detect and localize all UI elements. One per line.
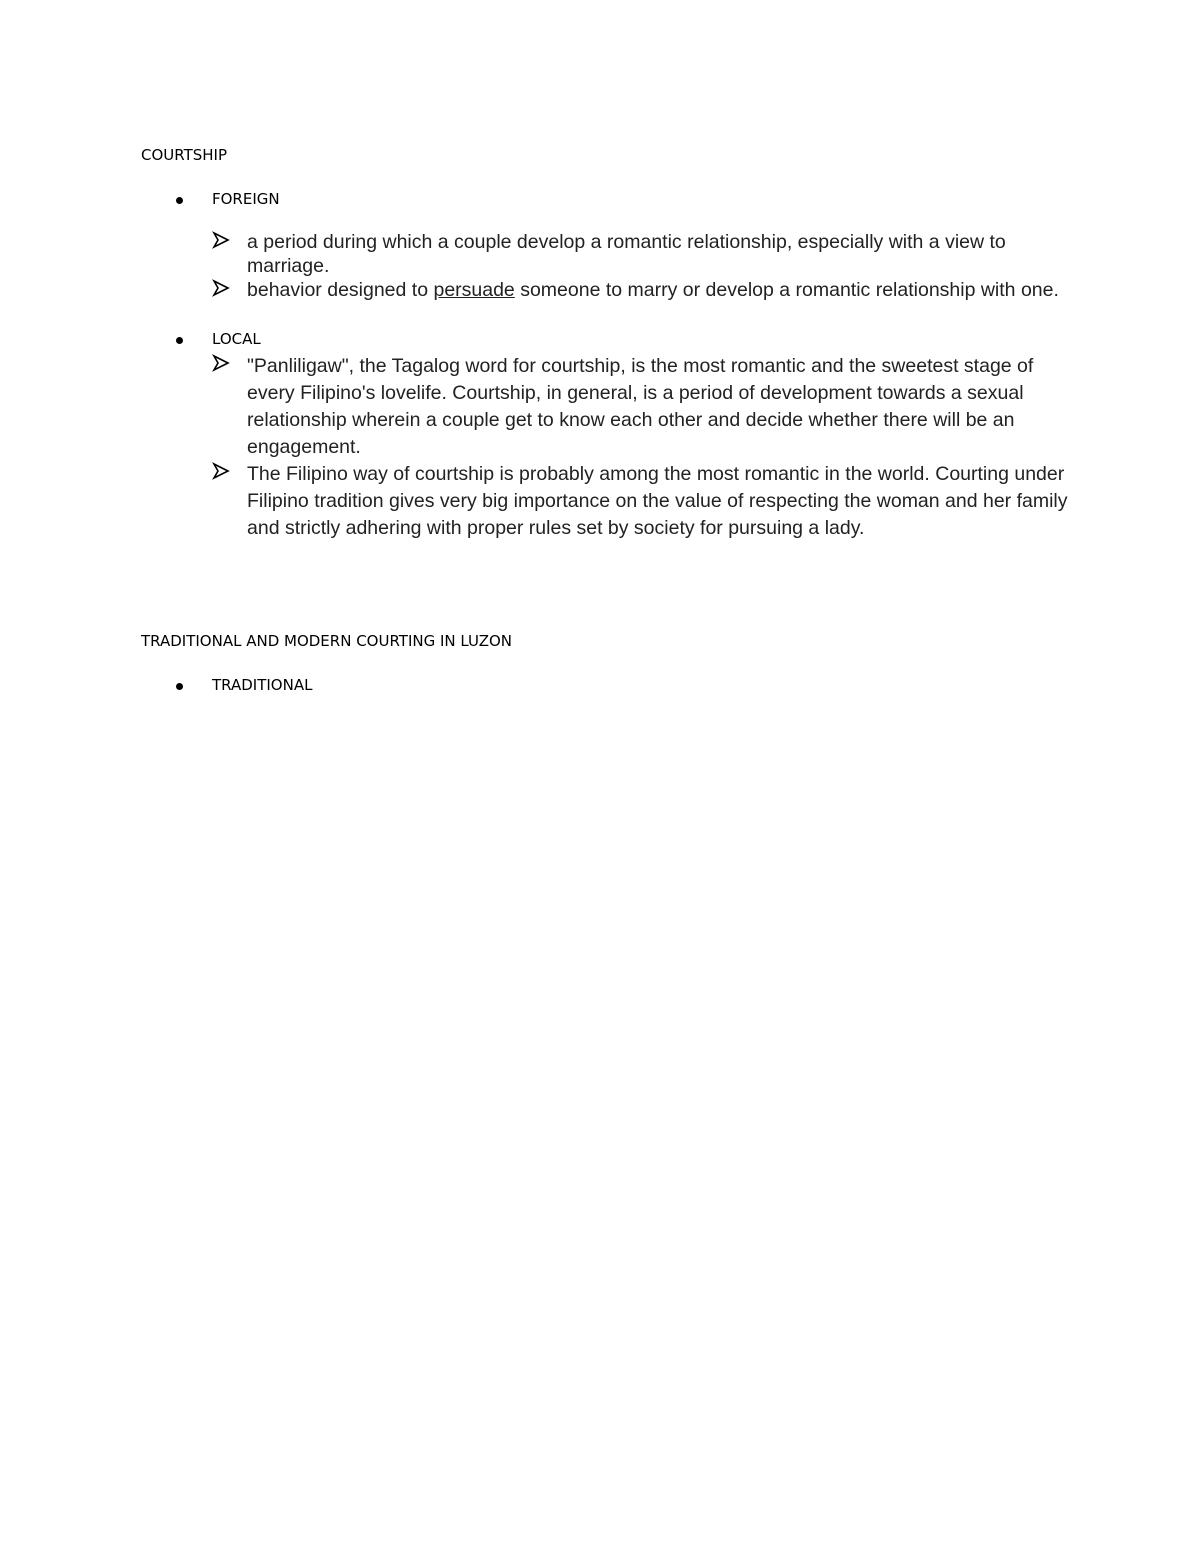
sub-item-text-after: someone to marry or develop a romantic relationship with one. — [514, 279, 1059, 301]
arrowhead-bullet-icon — [212, 279, 230, 297]
sub-item-foreign-1 — [212, 230, 1072, 278]
arrowhead-bullet-icon — [212, 231, 230, 249]
bullet-label: LOCAL — [212, 330, 261, 348]
persuade-link[interactable]: persuade — [433, 279, 515, 301]
sub-item-local-1 — [212, 353, 1072, 461]
sub-item-text-before: behavior designed to — [247, 279, 434, 301]
section-heading-courtship: COURTSHIP — [141, 146, 228, 164]
sub-item-text: The Filipino way of courtship is probably among the most romantic in the world. Courting under Filipino tradition gives very big importance on the value of respecting the woman and her family and strictly adhering with proper rules set by society for pursuing a lady. — [247, 463, 1068, 539]
sub-item-text: a period during which a couple develop a romantic relationship, especially with a view to marriage. — [247, 231, 1006, 277]
sub-item-local-2 — [212, 461, 1072, 542]
bullet-label: TRADITIONAL — [212, 676, 313, 694]
sub-item-text — [247, 278, 1072, 302]
sub-item-foreign-2 — [212, 278, 1072, 302]
section-heading-luzon: TRADITIONAL AND MODERN COURTING IN LUZON — [141, 632, 513, 650]
arrowhead-bullet-icon — [212, 354, 230, 372]
bullet-dot-icon — [176, 197, 183, 204]
bullet-dot-icon — [176, 337, 183, 344]
bullet-label: FOREIGN — [212, 190, 280, 208]
sub-item-text: "Panliligaw", the Tagalog word for courtship, is the most romantic and the sweetest stage of every Filipino's lovelife. Courtship, in general, is a period of development towards a sexual relationship wherein a couple get to know each other and decide whether there will be an engagement. — [247, 355, 1034, 458]
arrowhead-bullet-icon — [212, 462, 230, 480]
bullet-dot-icon — [176, 683, 183, 690]
